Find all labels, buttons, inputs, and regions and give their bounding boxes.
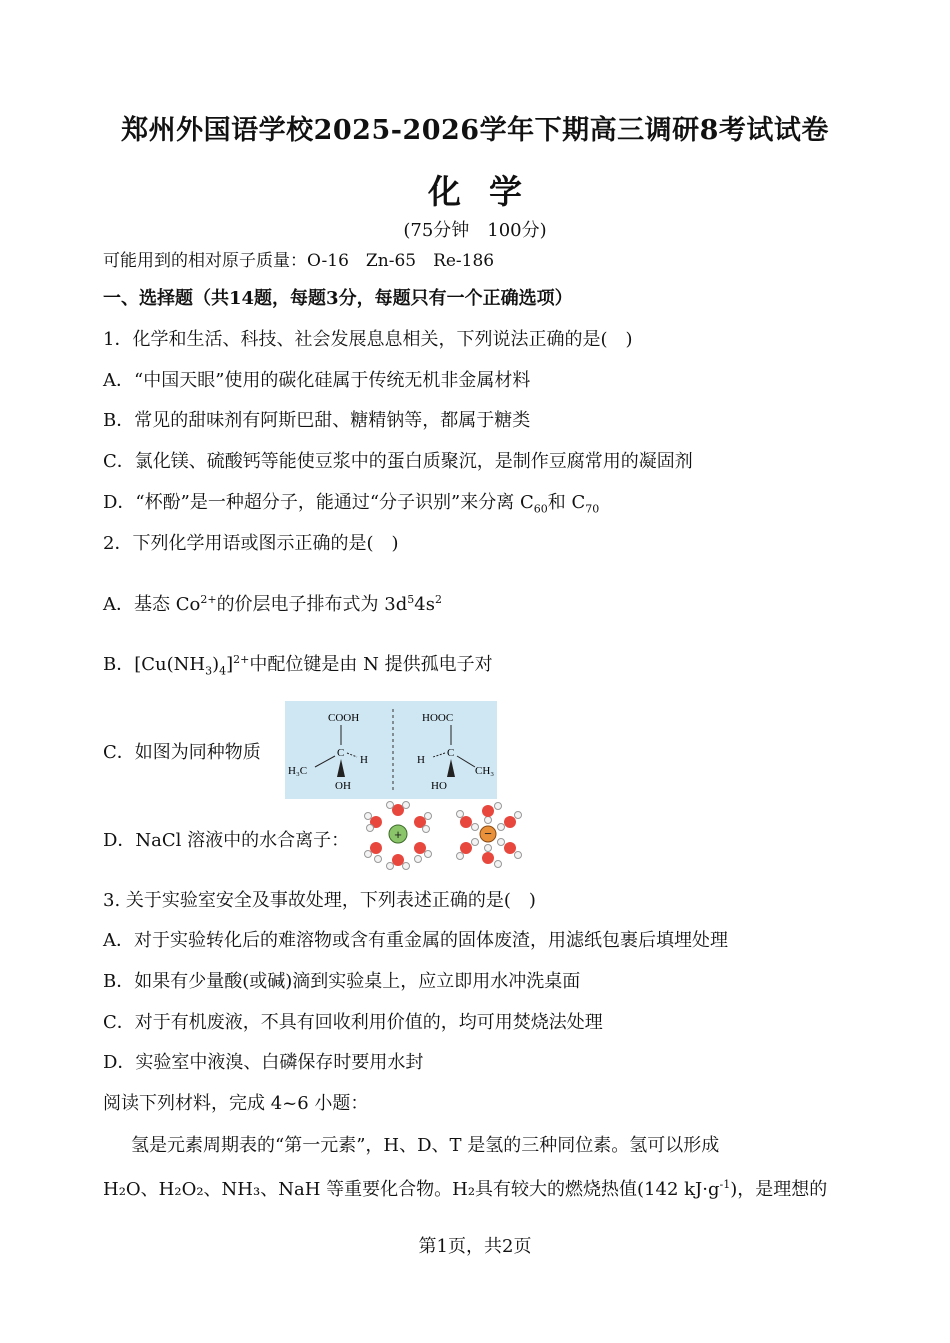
right-hash-bond: [433, 753, 445, 757]
q1-option-d: D．“杯酚”是一种超分子，能通过“分子识别”来分离 $C_{60}$和 $C_{70}$: [103, 492, 600, 516]
right-bond-ch3: [457, 756, 475, 767]
page-footer: 第1页，共2页: [418, 1236, 532, 1257]
water-hydrogen: [495, 861, 502, 868]
water-hydrogen: [457, 811, 464, 818]
left-oh-label: OH: [335, 780, 351, 792]
left-c-label: C: [337, 747, 345, 759]
water-hydrogen: [415, 856, 422, 863]
water-oxygen: [414, 842, 426, 854]
water-oxygen: [370, 842, 382, 854]
subject-title: 化学: [428, 172, 550, 211]
hydrated-ions-svg: [360, 800, 530, 870]
material-paragraph-1: 氢是元素周期表的“第一元素”，H、D、T 是氢的三种同位素。氢可以形成: [131, 1135, 720, 1156]
water-hydrogen: [387, 863, 394, 870]
water-hydrogen: [498, 824, 505, 831]
material-intro: 阅读下列材料，完成 4~6 小题：: [103, 1093, 369, 1114]
water-hydrogen: [457, 853, 464, 860]
right-h-label: H: [417, 754, 425, 766]
water-hydrogen: [498, 839, 505, 846]
q2-stem: 2．下列化学用语或图示正确的是( ): [103, 533, 399, 554]
material-paragraph-2: H₂O、H₂O₂、NH₃、NaH 等重要化合物。H₂具有较大的燃烧热值(142 $kJ\cdot g^{-1}$)，是理想的: [103, 1178, 828, 1200]
water-hydrogen: [367, 825, 374, 832]
q2-option-a: A．基态 $Co^{2+}$的价层电子排布式为 $3d^54s^2$: [103, 593, 442, 615]
water-oxygen: [482, 852, 494, 864]
water-oxygen: [504, 842, 516, 854]
q3-option-c: C．对于有机废液，不具有回收利用价值的，均可用焚烧法处理: [103, 1012, 603, 1033]
enantiomer-figure: [285, 701, 497, 799]
water-hydrogen: [485, 817, 492, 824]
right-hooc-label: HOOC: [422, 712, 454, 724]
hydrated-cation: [365, 802, 432, 870]
left-ch3-label: H₃C: [288, 765, 308, 777]
water-hydrogen: [425, 813, 432, 820]
water-hydrogen: [403, 863, 410, 870]
q2-option-c: C．如图为同种物质: [103, 742, 261, 763]
water-oxygen: [460, 816, 472, 828]
q1-stem: 1．化学和生活、科技、社会发展息息相关，下列说法正确的是( ): [103, 329, 633, 350]
atomic-masses: 可能用到的相对原子质量：O-16 Zn-65 Re-186: [103, 251, 495, 271]
anion-sign: −: [484, 826, 492, 841]
right-ho-label: HO: [431, 780, 447, 792]
water-hydrogen: [515, 852, 522, 859]
hydrated-ions-figure: [360, 800, 530, 874]
left-cooh-label: COOH: [328, 712, 360, 724]
q2-option-d: D．NaCl 溶液中的水合离子：: [103, 830, 350, 851]
section-heading: 一、选择题（共14题，每题3分，每题只有一个正确选项）: [103, 288, 573, 309]
water-hydrogen: [365, 813, 372, 820]
q3-option-b: B．如果有少量酸(或碱)滴到实验桌上，应立即用水冲洗桌面: [103, 971, 581, 992]
water-hydrogen: [387, 802, 394, 809]
water-hydrogen: [495, 803, 502, 810]
water-oxygen: [392, 854, 404, 866]
left-h-label: H: [360, 754, 368, 766]
water-hydrogen: [375, 856, 382, 863]
q1-option-c: C．氯化镁、硫酸钙等能使豆浆中的蛋白质聚沉，是制作豆腐常用的凝固剂: [103, 451, 693, 472]
q2-option-b: B．$[Cu(NH_3)_4]^{2+}$中配位键是由 N 提供孤电子对: [103, 653, 493, 678]
q3-stem: 3. 关于实验室安全及事故处理，下列表述正确的是( ): [103, 890, 536, 911]
right-ch3-label: CH₃: [475, 765, 495, 777]
right-wedge-bond: [447, 759, 455, 777]
q1-option-a: A．“中国天眼”使用的碳化硅属于传统无机非金属材料: [103, 370, 531, 391]
water-hydrogen: [425, 851, 432, 858]
water-hydrogen: [365, 851, 372, 858]
water-hydrogen: [472, 839, 479, 846]
hydrated-anion: [457, 803, 522, 868]
left-hash-bond: [347, 753, 357, 757]
water-hydrogen: [403, 802, 410, 809]
exam-title: 郑州外国语学校2025-2026学年下期高三调研8考试试卷: [121, 115, 829, 146]
cation-sign: +: [394, 827, 402, 842]
q3-option-d: D．实验室中液溴、白磷保存时要用水封: [103, 1052, 424, 1073]
water-oxygen: [460, 842, 472, 854]
exam-duration: (75分钟 100分): [403, 220, 547, 241]
water-hydrogen: [472, 824, 479, 831]
water-oxygen: [482, 805, 494, 817]
water-hydrogen: [423, 826, 430, 833]
water-hydrogen: [485, 845, 492, 852]
right-c-label: C: [447, 747, 455, 759]
water-oxygen: [504, 816, 516, 828]
enantiomer-svg: [285, 701, 497, 799]
left-wedge-bond: [337, 759, 345, 777]
water-hydrogen: [515, 812, 522, 819]
left-bond-ch3: [315, 756, 335, 767]
q1-option-b: B．常见的甜味剂有阿斯巴甜、糖精钠等，都属于糖类: [103, 410, 531, 431]
q3-option-a: A．对于实验转化后的难溶物或含有重金属的固体废渣，用滤纸包裹后填埋处理: [103, 930, 728, 951]
